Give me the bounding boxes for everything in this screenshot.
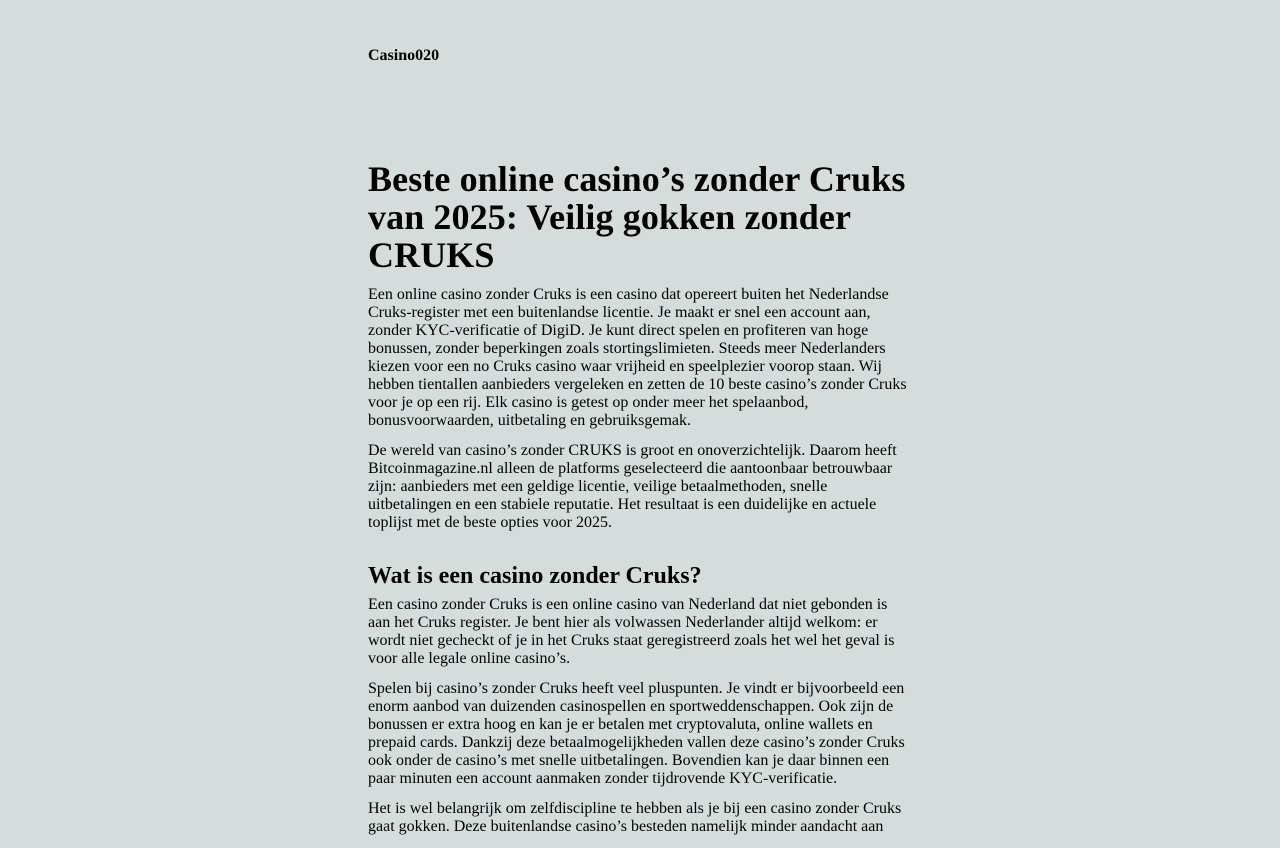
article-content xyxy=(368,160,910,848)
section-paragraph-3: Het is wel belangrijk om zelfdiscipline te hebben als je bij een casino zonder Cruks gaat gokken. Deze buitenlandse casino’s besteden namelijk minder aandacht aan xyxy=(368,800,902,835)
intro-paragraph-1: Een online casino zonder Cruks is een casino dat opereert buiten het Nederlandse Cruks-register met een buitenlandse licentie. Je maakt er snel een account aan, zonder KYC-verificatie of DigiD. Je kunt direct spelen en profiteren van hoge bonussen, zonder beperkingen zoals stortingslimieten. Steeds meer Nederlanders kiezen voor een no Cruks casino waar vrijheid en speelplezier voorop staan. Wij hebben tientallen aanbieders vergeleken en zetten de 10 beste casino’s zonder Cruks voor je op een rij. Elk casino is getest op onder meer het spelaanbod, bonusvoorwaarden, uitbetaling en gebruiksgemak. xyxy=(368,286,907,429)
intro-paragraph-2: De wereld van casino’s zonder CRUKS is groot en onoverzichtelijk. Daarom heeft Bitcoinmagazine.nl alleen de platforms geselecteerd die aantoonbaar betrouwbaar zijn: aanbieders met een geldige licentie, veilige betaalmethoden, snelle uitbetalingen en een stabiele reputatie. Het resultaat is een duidelijke en actuele toplijst met de beste opties voor 2025. xyxy=(368,442,897,531)
section-paragraph-2: Spelen bij casino’s zonder Cruks heeft veel pluspunten. Je vindt er bijvoorbeeld een enorm aanbod van duizenden casinospellen en sportweddenschappen. Ook zijn de bonussen er extra hoog en kan je er betalen met cryptovaluta, online wallets en prepaid cards. Dankzij deze betaalmogelijkheden vallen deze casino’s zonder Cruks ook onder de casino’s met snelle uitbetalingen. Bovendien kan je daar binnen een paar minuten een account aanmaken zonder tijdrovende KYC-verificatie. xyxy=(368,680,905,787)
article-title: Beste online casino’s zonder Cruks van 2025: Veilig gokken zonder CRUKS xyxy=(368,159,906,275)
section-paragraph-1: Een casino zonder Cruks is een online casino van Nederland dat niet gebonden is aan het Cruks register. Je bent hier als volwassen Nederlander altijd welkom: er wordt niet gecheckt of je in het Cruks staat geregistreerd zoals het wel het geval is voor alle legale online casino’s. xyxy=(368,596,895,667)
site-title[interactable]: Casino020 xyxy=(368,47,440,64)
section-heading: Wat is een casino zonder Cruks? xyxy=(368,563,702,589)
